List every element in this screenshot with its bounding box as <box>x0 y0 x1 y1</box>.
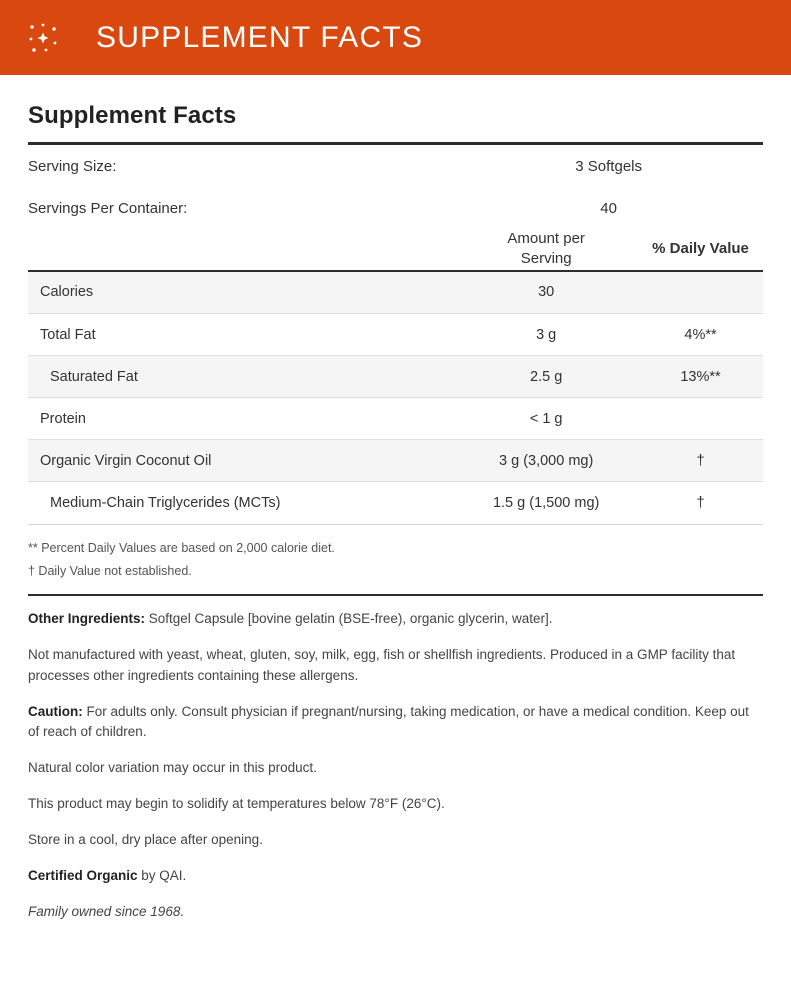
other-ingredients-text: Softgel Capsule [bovine gelatin (BSE-free), organic glycerin, water]. <box>148 610 553 626</box>
certified-organic-note <box>28 866 763 887</box>
nutrient-amount: 3 g (3,000 mg) <box>454 440 638 482</box>
nutrient-amount: 2.5 g <box>454 356 638 398</box>
nutrient-amount: < 1 g <box>454 398 638 440</box>
table-row <box>28 398 763 440</box>
table-header-row <box>28 229 763 270</box>
table-row <box>28 145 763 187</box>
nutrition-header-table <box>28 229 763 270</box>
caution-label: Caution: <box>28 703 83 719</box>
certified-organic-label: Certified Organic <box>28 868 138 884</box>
other-ingredients-label: Other Ingredients: <box>28 610 146 626</box>
footnote-percent-dv: ** Percent Daily Values are based on 2,000 calorie diet. <box>28 540 335 555</box>
nutrient-name: Total Fat <box>28 314 454 356</box>
serving-size-value: 3 Softgels <box>575 157 642 175</box>
solidify-note: This product may begin to solidify at temperatures below 78°F (26°C). <box>28 796 445 812</box>
nutrient-daily-value: 13%** <box>638 356 763 398</box>
spacer-cell <box>28 229 454 270</box>
serving-size-label: Serving Size: <box>28 157 117 175</box>
page-title: SUPPLEMENT FACTS <box>96 20 424 54</box>
nutrient-daily-value <box>638 398 763 440</box>
serving-info-table <box>28 145 763 229</box>
servings-per-container-value: 40 <box>600 199 617 217</box>
certified-organic-text: by QAI. <box>141 868 187 884</box>
sparkle-scatter-icon <box>24 19 62 57</box>
amount-header-line2: Serving <box>520 250 572 268</box>
nutrient-daily-value: † <box>638 440 763 482</box>
nutrient-amount: 3 g <box>454 314 638 356</box>
allergen-note: Not manufactured with yeast, wheat, gluten, soy, milk, egg, fish or shellfish ingredients. Produced in a GMP facility that processes other ingredients containing these allergens. <box>28 646 736 683</box>
caution-text: For adults only. Consult physician if pregnant/nursing, taking medication, or have a medical condition. Keep out of reach of children. <box>28 703 749 740</box>
footnote-dv-not-established: † Daily Value not established. <box>28 563 192 578</box>
servings-per-container-label: Servings Per Container: <box>28 199 188 217</box>
table-row <box>28 187 763 229</box>
nutrient-daily-value: 4%** <box>638 314 763 356</box>
table-row <box>28 356 763 398</box>
amount-header-line1: Amount per <box>507 230 585 247</box>
table-row <box>28 482 763 524</box>
nutrient-name: Protein <box>28 398 454 440</box>
nutrient-name: Medium-Chain Triglycerides (MCTs) <box>28 482 454 524</box>
table-row <box>28 314 763 356</box>
nutrient-name: Calories <box>28 272 454 314</box>
storage-note: Store in a cool, dry place after opening. <box>28 832 263 848</box>
notes-block <box>28 596 763 923</box>
nutrient-amount: 30 <box>454 272 638 314</box>
nutrient-name: Organic Virgin Coconut Oil <box>28 440 454 482</box>
table-row <box>28 272 763 314</box>
nutrient-daily-value <box>638 272 763 314</box>
other-ingredients-note <box>28 609 763 630</box>
nutrient-amount: 1.5 g (1,500 mg) <box>454 482 638 524</box>
nutrient-name: Saturated Fat <box>28 356 454 398</box>
page-body <box>0 75 791 923</box>
color-variation-note: Natural color variation may occur in this product. <box>28 760 317 776</box>
nutrient-daily-value: † <box>638 482 763 524</box>
footnotes-block <box>28 525 763 594</box>
page-header <box>0 0 791 75</box>
daily-value-header: % Daily Value <box>652 240 749 258</box>
panel-title: Supplement Facts <box>28 102 237 129</box>
amount-per-serving-header <box>454 229 638 270</box>
nutrition-facts-table <box>28 272 763 524</box>
family-owned-note: Family owned since 1968. <box>28 904 185 920</box>
table-row <box>28 440 763 482</box>
caution-note <box>28 702 763 744</box>
